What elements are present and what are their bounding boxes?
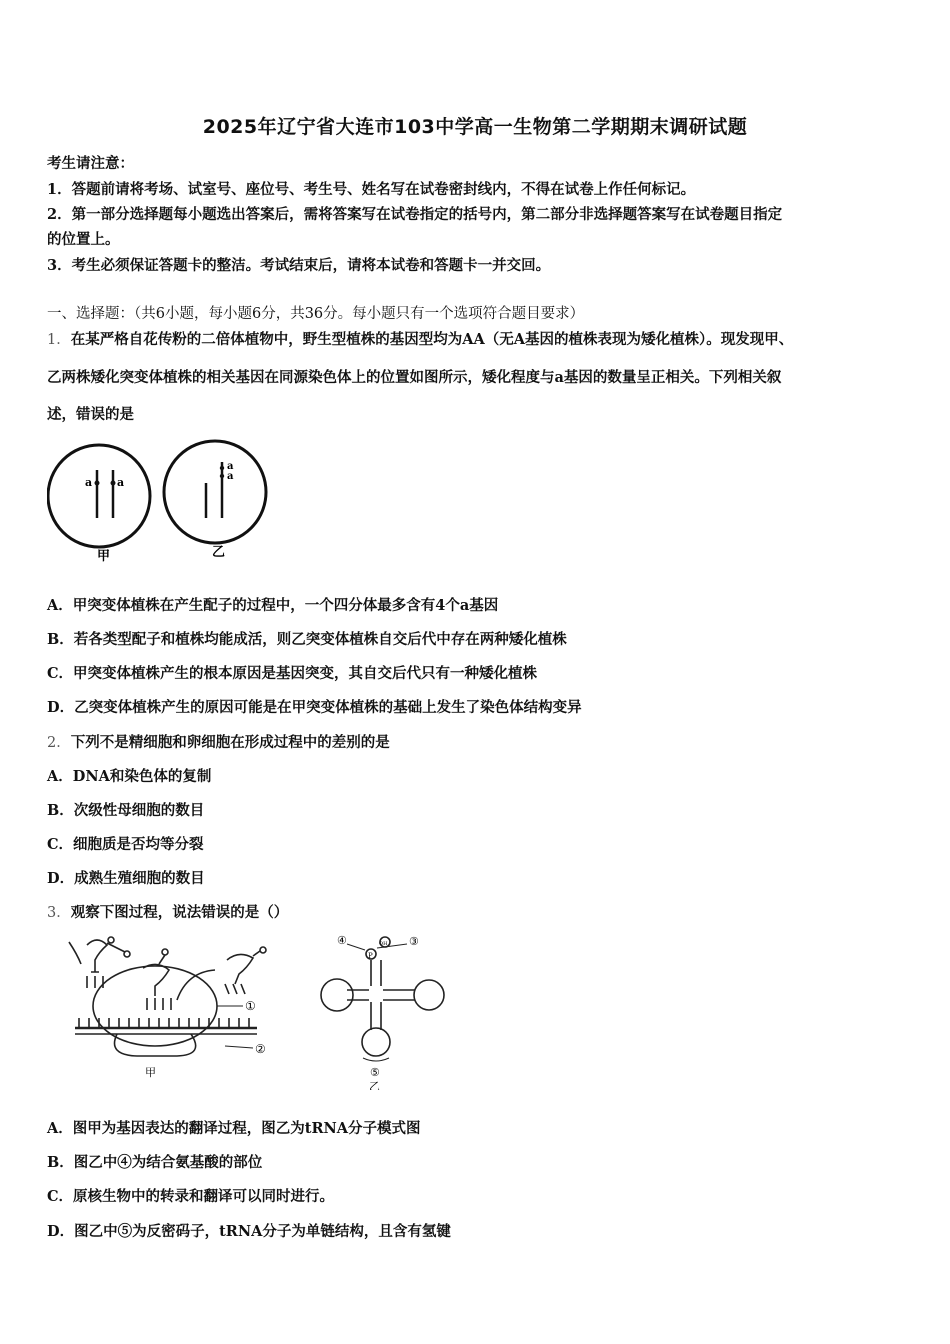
- label-mark-3: ③: [409, 935, 419, 948]
- notice-item: 1．答题前请将考场、试室号、座位号、考生号、姓名写在试卷密封线内，不得在试卷上作任何标记。: [47, 181, 696, 198]
- question-3-option-b: B．图乙中④为结合氨基酸的部位: [47, 1154, 263, 1171]
- label-mark-1: ①: [245, 999, 256, 1013]
- gene-label: a: [117, 476, 125, 489]
- label-oh: OH: [379, 941, 388, 947]
- chromosome-pair-yi: [206, 461, 234, 518]
- chromosome-pair-jia: [85, 470, 124, 518]
- question-1-stem: [47, 328, 793, 349]
- translation-diagram-jia: [69, 937, 266, 1056]
- label-mark-2: ②: [255, 1042, 266, 1056]
- notice-item: 2．第一部分选择题每小题选出答案后，需将答案写在试卷指定的括号内，第二部分非选择题答案写在试卷题目指定: [47, 206, 783, 223]
- question-number: 2．: [47, 735, 71, 751]
- figure-label-yi: 乙: [212, 545, 226, 560]
- label-mark-5: ⑤: [370, 1066, 380, 1079]
- gene-label: a: [227, 461, 234, 472]
- question-1-stem-line3: 述，错误的是: [47, 406, 134, 423]
- question-3-option-c: C．原核生物中的转录和翻译可以同时进行。: [47, 1188, 335, 1205]
- chromosome-figure: [47, 438, 277, 568]
- figure-label-yi: 乙: [369, 1080, 380, 1090]
- page-title: 2025年辽宁省大连市103中学高一生物第二学期期末调研试题: [202, 116, 748, 138]
- label-mark-4: ④: [337, 934, 347, 947]
- question-1-option-b: B．若各类型配子和植株均能成活，则乙突变体植株自交后代中存在两种矮化植株: [47, 631, 567, 648]
- question-2-option-b: B．次级性母细胞的数目: [47, 802, 205, 819]
- question-text: 下列不是精细胞和卵细胞在形成过程中的差别的是: [70, 734, 390, 751]
- notice-item: 的位置上。: [47, 231, 120, 248]
- question-2-option-c: C．细胞质是否均等分裂: [47, 836, 204, 853]
- translation-figure: [47, 930, 467, 1090]
- question-number: 3．: [47, 905, 71, 921]
- trna-diagram-yi: [321, 937, 444, 1061]
- question-text: 在某严格自花传粉的二倍体植物中，野生型植株的基因型均为AA（无A基因的植株表现为矮化植株）。现发现甲、: [70, 331, 794, 348]
- figure-label-jia: 甲: [97, 549, 111, 564]
- question-text: 观察下图过程，说法错误的是（）: [70, 904, 289, 921]
- figure-label-jia: 甲: [145, 1066, 156, 1079]
- gene-label: a: [227, 471, 234, 482]
- question-3-stem: [47, 901, 288, 922]
- question-2-option-d: D．成熟生殖细胞的数目: [47, 870, 205, 887]
- notice-item: 3．考生必须保证答题卡的整洁。考试结束后，请将本试卷和答题卡一并交回。: [47, 257, 551, 274]
- question-3-option-d: D．图乙中⑤为反密码子，tRNA分子为单链结构，且含有氢键: [47, 1223, 451, 1240]
- question-2-option-a: A．DNA和染色体的复制: [47, 768, 212, 785]
- notice-heading: 考生请注意：: [47, 155, 134, 172]
- question-3-option-a: A．图甲为基因表达的翻译过程，图乙为tRNA分子模式图: [47, 1120, 421, 1137]
- question-1-option-d: D．乙突变体植株产生的原因可能是在甲突变体植株的基础上发生了染色体结构变异: [47, 699, 582, 716]
- gene-label: a: [85, 476, 93, 489]
- label-p: P: [368, 952, 373, 960]
- question-number: 1．: [47, 332, 71, 348]
- question-1-stem-line2: 乙两株矮化突变体植株的相关基因在同源染色体上的位置如图所示，矮化程度与a基因的数量呈正相关。下列相关叙: [47, 369, 782, 386]
- question-1-option-c: C．甲突变体植株产生的根本原因是基因突变，其自交后代只有一种矮化植株: [47, 665, 538, 682]
- section-heading: 一、选择题：（共6小题，每小题6分，共36分。每小题只有一个选项符合题目要求）: [47, 306, 585, 322]
- question-2-stem: [47, 731, 390, 752]
- question-1-option-a: A．甲突变体植株在产生配子的过程中，一个四分体最多含有4个a基因: [47, 597, 499, 614]
